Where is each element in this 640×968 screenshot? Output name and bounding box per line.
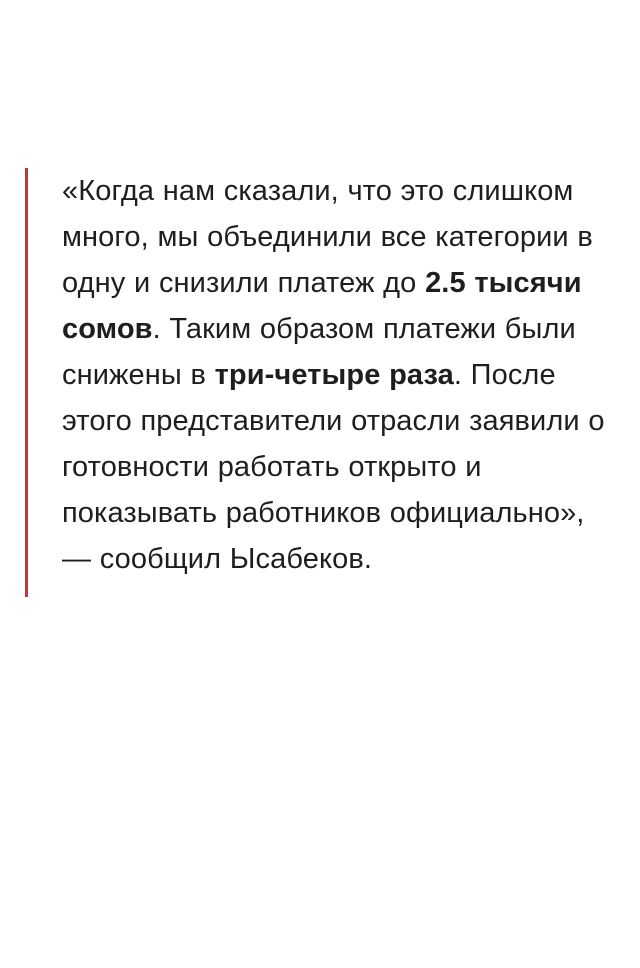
quote-segment: . Таким образом платежи были снижены в xyxy=(62,313,576,391)
quote-segment: «Когда нам сказали, что это слишком много, мы объединили все категории в одну и снизили платеж до xyxy=(62,175,593,299)
quote-bold-segment: три-четыре раза xyxy=(214,359,454,391)
quote-text xyxy=(62,168,612,582)
quote-block xyxy=(25,168,612,597)
quote-bold-segment: 2.5 тысячи сомов xyxy=(62,267,582,345)
quote-segment: . После этого представители отрасли заявили о готовности работать открыто и показывать работников официально», — сообщил Ысабеков. xyxy=(62,359,605,575)
